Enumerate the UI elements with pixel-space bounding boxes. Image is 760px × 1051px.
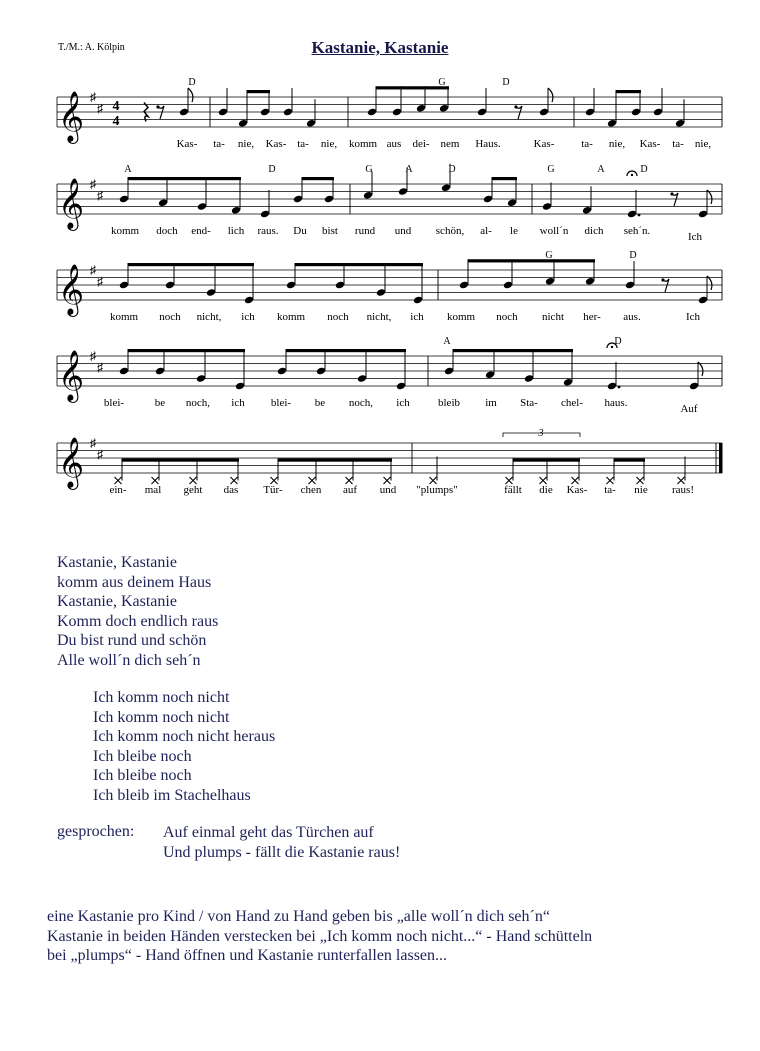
lyric-syllable: lich	[227, 225, 245, 237]
lyric-syllable: blei-	[270, 397, 292, 409]
note-beam	[616, 90, 641, 93]
key-sharp-icon: ♯	[90, 177, 96, 191]
lyric-syllable: Sta-	[520, 397, 538, 409]
lyric-syllable: Ich	[687, 231, 703, 243]
lyric-syllable: her-	[583, 311, 601, 323]
cross-notehead	[572, 477, 579, 484]
dotted-note-dot	[618, 386, 621, 389]
lyric-syllable: fällt	[504, 484, 522, 496]
lyric-syllable: doch	[156, 225, 178, 237]
chorus-line: Ich komm noch nicht	[93, 708, 230, 726]
lyric-syllable: bist	[322, 225, 338, 237]
chord-symbol: G	[545, 250, 553, 261]
cross-notehead	[346, 477, 353, 484]
note-beam	[247, 90, 270, 93]
verse-line: Komm doch endlich raus	[57, 612, 219, 630]
lyric-syllable: raus.	[257, 225, 279, 237]
verse-line: komm aus deinem Haus	[57, 573, 212, 591]
note-beam	[122, 459, 239, 462]
system-1	[57, 77, 722, 150]
key-sharp-icon: ♯	[97, 274, 103, 289]
lyric-syllable: Du	[293, 225, 307, 237]
lyric-syllable: ta-	[297, 138, 309, 150]
lyric-syllable: be	[154, 397, 166, 409]
lyric-syllable: blei-	[103, 397, 125, 409]
chord-symbol: A	[597, 164, 605, 175]
spoken-label: gesprochen:	[57, 823, 135, 840]
verse-line: Du bist rund und schön	[57, 632, 207, 650]
lyric-syllable: komm	[348, 138, 378, 150]
instruction-line: eine Kastanie pro Kind / von Hand zu Hand geben bis „alle woll´n dich seh´n“	[47, 908, 550, 925]
chord-symbol: D	[640, 164, 648, 175]
lyric-syllable: nie	[634, 484, 648, 496]
chord-symbol: D	[268, 164, 276, 175]
eighth-flag	[707, 276, 712, 290]
lyric-syllable: komm	[446, 311, 476, 323]
lyric-syllable: noch	[496, 311, 518, 323]
lyric-syllable: nicht,	[366, 311, 392, 323]
cross-notehead	[540, 477, 547, 484]
lyric-syllable: nie,	[694, 138, 712, 150]
lyric-syllable: bleib	[438, 397, 460, 409]
lyric-syllable: ich	[396, 397, 410, 409]
treble-clef-icon: 𝄞	[57, 351, 85, 400]
lyric-syllable: Auf	[680, 403, 698, 415]
chord-symbol: D	[502, 77, 510, 88]
key-sharp-icon: ♯	[90, 263, 96, 277]
note-beam	[128, 349, 245, 352]
spoken-line: Und plumps - fällt die Kastanie raus!	[163, 843, 401, 861]
eighth-flag	[548, 88, 553, 102]
lyric-syllable: und	[394, 225, 412, 237]
note-beam	[302, 177, 334, 180]
lyric-syllable: "plumps"	[416, 484, 458, 496]
chord-symbol: G	[365, 164, 373, 175]
note-beam	[278, 459, 392, 462]
author-credit: T./M.: A. Kölpin	[58, 42, 125, 53]
cross-notehead	[506, 477, 513, 484]
lyric-syllable: dich	[584, 225, 604, 237]
treble-clef-icon: 𝄞	[57, 265, 85, 314]
lyric-syllable: Kas-	[265, 138, 287, 150]
lyric-syllable: noch	[327, 311, 349, 323]
chord-symbol: A	[405, 164, 413, 175]
lyric-syllable: die	[539, 484, 553, 496]
eighth-rest-dot	[661, 278, 664, 281]
chord-symbol: D	[448, 164, 456, 175]
chorus-line: Ich bleibe noch	[93, 767, 192, 785]
eighth-rest-dot	[514, 105, 517, 108]
lyric-syllable: ta-	[213, 138, 225, 150]
lyric-syllable: Tür-	[263, 484, 283, 496]
lyric-syllable: mal	[144, 484, 162, 496]
instruction-line: bei „plumps“ - Hand öffnen und Kastanie runterfallen lassen...	[47, 947, 448, 965]
lyric-syllable: seh´n.	[623, 225, 651, 237]
lyric-syllable: Haus.	[475, 138, 501, 150]
system-2	[57, 164, 722, 243]
chorus-line: Ich bleib im Stachelhaus	[93, 786, 251, 804]
chorus-text	[93, 688, 275, 806]
note-beam	[295, 263, 423, 266]
lyric-syllable: nem	[440, 138, 460, 150]
treble-clef-icon: 𝄞	[57, 179, 85, 228]
lyric-syllable: komm	[276, 311, 306, 323]
eighth-flag	[188, 88, 193, 102]
chorus-line: Ich komm noch nicht	[93, 689, 230, 706]
key-sharp-icon: ♯	[90, 349, 96, 363]
lyric-syllable: das	[223, 484, 239, 496]
cross-notehead	[152, 477, 159, 484]
lyric-syllable: ich	[410, 311, 424, 323]
note-beam	[286, 349, 406, 352]
chord-symbol: D	[614, 336, 622, 347]
lyric-syllable: chen	[300, 484, 322, 496]
final-barline-thick	[719, 443, 723, 473]
lyric-syllable: schön,	[435, 225, 465, 237]
lyric-syllable: nie,	[237, 138, 255, 150]
system-4	[57, 336, 722, 415]
spoken-line: Auf einmal geht das Türchen auf	[163, 824, 374, 841]
system-3	[57, 250, 722, 323]
chord-symbol: D	[188, 77, 196, 88]
verse-line: Kastanie, Kastanie	[57, 593, 177, 611]
lyric-syllable: noch	[159, 311, 181, 323]
verse-text	[57, 553, 218, 671]
lyric-syllable: Kas-	[639, 138, 661, 150]
game-instructions	[47, 907, 592, 966]
eighth-rest-dot	[670, 192, 673, 195]
spoken-text	[163, 823, 400, 862]
lyric-syllable: aus.	[623, 311, 641, 323]
lyric-syllable: und	[379, 484, 397, 496]
chorus-line: Ich komm noch nicht heraus	[93, 728, 276, 746]
lyric-syllable: ta-	[672, 138, 684, 150]
lyric-syllable: raus!	[672, 484, 694, 496]
lyric-syllable: noch,	[185, 397, 211, 409]
cross-notehead	[271, 477, 278, 484]
key-sharp-icon: ♯	[97, 188, 103, 203]
note-beam	[614, 459, 645, 462]
lyric-syllable: end-	[191, 225, 211, 237]
chord-symbol: A	[443, 336, 451, 347]
lyric-syllable: ich	[241, 311, 255, 323]
cross-notehead	[309, 477, 316, 484]
chord-symbol: G	[438, 77, 446, 88]
cross-notehead	[430, 477, 437, 484]
eighth-flag	[707, 190, 712, 204]
lyric-syllable: al-	[480, 225, 492, 237]
note-beam	[468, 259, 595, 262]
note-beam	[128, 263, 254, 266]
lyric-syllable: noch,	[348, 397, 374, 409]
cross-notehead	[115, 477, 122, 484]
cross-notehead	[678, 477, 685, 484]
lyric-syllable: Ich	[685, 311, 701, 323]
key-sharp-icon: ♯	[90, 436, 96, 450]
dotted-note-dot	[638, 214, 641, 217]
lyric-syllable: geht	[183, 484, 203, 496]
lyric-syllable: im	[485, 397, 497, 409]
lyric-syllable: auf	[342, 484, 358, 496]
key-sharp-icon: ♯	[97, 101, 103, 116]
lyric-syllable: aus	[386, 138, 402, 150]
cross-notehead	[607, 477, 614, 484]
lyric-syllable: rund	[354, 225, 376, 237]
key-sharp-icon: ♯	[90, 90, 96, 104]
note-beam	[128, 177, 241, 180]
note-beam	[453, 349, 573, 352]
eighth-rest-dot	[156, 105, 159, 108]
lyric-syllable: nicht,	[196, 311, 222, 323]
cross-notehead	[384, 477, 391, 484]
lyric-syllable: haus.	[604, 397, 628, 409]
lyric-syllable: chel-	[561, 397, 583, 409]
lyric-syllable: komm	[110, 225, 140, 237]
lyric-syllable: woll´n	[539, 225, 569, 237]
chorus-line: Ich bleibe noch	[93, 747, 192, 765]
chord-symbol: D	[629, 250, 637, 261]
key-sharp-icon: ♯	[97, 447, 103, 462]
instruction-line: Kastanie in beiden Händen verstecken bei „Ich komm noch nicht...“ - Hand schütteln	[47, 927, 593, 945]
fermata-dot	[611, 346, 613, 348]
lyric-syllable: le	[510, 225, 518, 237]
treble-clef-icon: 𝄞	[57, 438, 85, 487]
time-signature-bottom: 4	[112, 114, 120, 129]
lyric-syllable: Kas-	[533, 138, 555, 150]
tuplet-number: 3	[538, 428, 544, 439]
lyric-syllable: Kas-	[566, 484, 588, 496]
lyric-syllable: dei-	[412, 138, 430, 150]
fermata-dot	[631, 174, 633, 176]
verse-line: Alle woll´n dich seh´n	[57, 651, 201, 669]
chord-symbol: A	[124, 164, 132, 175]
system-5	[57, 428, 723, 496]
chord-symbol: G	[547, 164, 555, 175]
lyric-syllable: nicht	[542, 311, 564, 323]
verse-line: Kastanie, Kastanie	[57, 554, 177, 571]
cross-notehead	[231, 477, 238, 484]
key-sharp-icon: ♯	[97, 360, 103, 375]
lyric-syllable: komm	[109, 311, 139, 323]
treble-clef-icon: 𝄞	[57, 92, 85, 141]
eighth-flag	[698, 362, 703, 376]
note-beam	[513, 459, 580, 462]
cross-notehead	[637, 477, 644, 484]
time-signature-top: 4	[112, 99, 120, 114]
lyric-syllable: ein-	[109, 484, 127, 496]
lyric-syllable: ta-	[581, 138, 593, 150]
lyric-syllable: Kas-	[176, 138, 198, 150]
song-title: Kastanie, Kastanie	[311, 38, 449, 57]
lyric-syllable: ich	[231, 397, 245, 409]
cross-notehead	[190, 477, 197, 484]
lyric-syllable: nie,	[608, 138, 626, 150]
lyric-syllable: ta-	[604, 484, 616, 496]
lyric-syllable: nie,	[320, 138, 338, 150]
lyric-syllable: be	[314, 397, 326, 409]
note-beam	[492, 177, 517, 180]
